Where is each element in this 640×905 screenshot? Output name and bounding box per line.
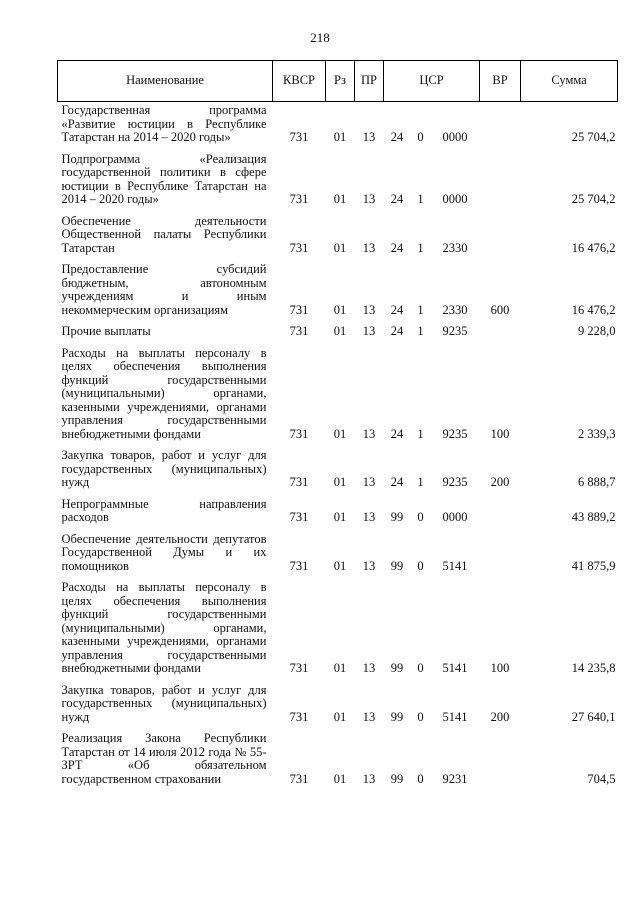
row-vr: 100 xyxy=(490,426,510,441)
row-pr: 13 xyxy=(362,302,376,317)
row-vr xyxy=(480,492,521,527)
row-sum: 41 875,9 xyxy=(571,558,616,573)
row-sum: 6 888,7 xyxy=(578,475,616,489)
row-csr-code: 5141 xyxy=(442,709,468,724)
row-pr: 13 xyxy=(362,192,376,206)
row-csr-code: 9235 xyxy=(442,426,468,441)
row-name: Прочие выплаты xyxy=(61,324,151,338)
row-sum: 16 476,2 xyxy=(571,240,616,255)
row-pr: 13 xyxy=(362,475,376,489)
row-name: Реализация Закона Республики Татарстан от 14 июля 2012 года № 55-ЗРТ «Об обязательном государственном страховании xyxy=(61,731,267,786)
row-pr: 13 xyxy=(362,240,376,255)
row-csr-subprogram: 1 xyxy=(417,240,424,255)
row-name: Подпрограмма «Реализация государственной политики в сфере юстиции в Республике Татарстан на 2014 – 2020 годы» xyxy=(61,151,267,206)
table-row xyxy=(58,443,618,492)
row-csr-code: 0000 xyxy=(442,192,468,206)
row-csr-program: 99 xyxy=(390,771,404,786)
table-header-row xyxy=(58,61,618,102)
row-csr-code: 9235 xyxy=(442,475,468,489)
row-csr-program: 99 xyxy=(390,510,404,524)
table-row xyxy=(58,492,618,527)
row-kvsr: 731 xyxy=(289,771,309,786)
table-row xyxy=(58,341,618,444)
row-vr: 200 xyxy=(490,709,510,724)
row-kvsr: 731 xyxy=(289,661,309,675)
row-csr-program: 99 xyxy=(390,709,404,724)
header-pr: ПР xyxy=(355,61,384,102)
row-sum: 43 889,2 xyxy=(571,510,616,524)
row-kvsr: 731 xyxy=(289,192,309,206)
row-sum: 16 476,2 xyxy=(571,302,616,317)
row-name: Предоставление субсидий бюджетным, автономным учреждениям и иным некоммерческим организациям xyxy=(61,262,267,317)
row-rz: 01 xyxy=(333,771,347,786)
row-kvsr: 731 xyxy=(289,510,309,524)
row-name: Закупка товаров, работ и услуг для государственных (муниципальных) нужд xyxy=(61,448,267,489)
row-sum: 27 640,1 xyxy=(571,709,616,724)
row-kvsr: 731 xyxy=(289,324,309,338)
header-csr: ЦСР xyxy=(384,61,480,102)
row-csr-program: 24 xyxy=(390,324,404,338)
row-csr-program: 99 xyxy=(390,558,404,573)
row-csr-program: 24 xyxy=(390,475,404,489)
row-csr-subprogram: 1 xyxy=(417,192,424,206)
table-row xyxy=(58,102,618,147)
row-csr-subprogram: 0 xyxy=(417,771,424,786)
row-sum: 25 704,2 xyxy=(571,192,616,206)
row-pr: 13 xyxy=(362,510,376,524)
row-csr-code: 5141 xyxy=(442,558,468,573)
row-kvsr: 731 xyxy=(289,475,309,489)
row-csr-code: 0000 xyxy=(442,510,468,524)
row-vr xyxy=(480,527,521,576)
budget-table xyxy=(57,60,618,788)
row-kvsr: 731 xyxy=(289,302,309,317)
row-sum: 9 228,0 xyxy=(578,324,616,338)
row-pr: 13 xyxy=(362,324,376,338)
row-name: Обеспечение деятельности депутатов Государственной Думы и их помощников xyxy=(61,531,267,573)
row-csr-subprogram: 0 xyxy=(417,510,424,524)
row-vr: 200 xyxy=(490,475,510,489)
row-csr-subprogram: 1 xyxy=(417,324,424,338)
header-sum: Сумма xyxy=(521,61,618,102)
row-vr: 600 xyxy=(490,302,510,317)
table-row xyxy=(58,319,618,341)
row-csr-code: 5141 xyxy=(442,661,468,675)
table-row xyxy=(58,527,618,576)
row-csr-program: 99 xyxy=(390,661,404,675)
row-sum: 704,5 xyxy=(587,771,616,786)
row-rz: 01 xyxy=(333,510,347,524)
row-rz: 01 xyxy=(333,302,347,317)
row-vr xyxy=(480,147,521,209)
row-csr-subprogram: 0 xyxy=(417,661,424,675)
row-kvsr: 731 xyxy=(289,558,309,573)
row-rz: 01 xyxy=(333,426,347,441)
table-row xyxy=(58,678,618,727)
row-pr: 13 xyxy=(362,709,376,724)
row-csr-program: 24 xyxy=(390,302,404,317)
table-row xyxy=(58,726,618,788)
row-sum: 14 235,8 xyxy=(571,661,616,675)
row-vr xyxy=(480,319,521,341)
page-number: 218 xyxy=(310,30,330,45)
row-csr-subprogram: 0 xyxy=(417,130,424,144)
row-csr-subprogram: 1 xyxy=(417,426,424,441)
row-kvsr: 731 xyxy=(289,240,309,255)
row-pr: 13 xyxy=(362,661,376,675)
row-rz: 01 xyxy=(333,130,347,144)
row-rz: 01 xyxy=(333,324,347,338)
table-row xyxy=(58,257,618,319)
row-csr-code: 2330 xyxy=(442,302,468,317)
header-rz: Рз xyxy=(326,61,355,102)
row-kvsr: 731 xyxy=(289,426,309,441)
row-csr-code: 2330 xyxy=(442,240,468,255)
row-rz: 01 xyxy=(333,475,347,489)
row-csr-subprogram: 0 xyxy=(417,709,424,724)
row-sum: 25 704,2 xyxy=(571,130,616,144)
row-vr xyxy=(480,726,521,788)
row-kvsr: 731 xyxy=(289,130,309,144)
row-pr: 13 xyxy=(362,426,376,441)
row-vr: 100 xyxy=(490,661,510,675)
row-csr-subprogram: 0 xyxy=(417,558,424,573)
row-csr-program: 24 xyxy=(390,130,404,144)
row-kvsr: 731 xyxy=(289,709,309,724)
header-kvsr: КВСР xyxy=(273,61,326,102)
row-vr xyxy=(480,209,521,258)
row-rz: 01 xyxy=(333,558,347,573)
row-csr-subprogram: 1 xyxy=(417,475,424,489)
row-sum: 2 339,3 xyxy=(578,426,616,441)
row-csr-program: 24 xyxy=(390,426,404,441)
row-pr: 13 xyxy=(362,130,376,144)
header-name: Наименование xyxy=(58,61,273,102)
row-rz: 01 xyxy=(333,240,347,255)
row-csr-subprogram: 1 xyxy=(417,302,424,317)
row-csr-code: 9231 xyxy=(442,771,468,786)
row-name: Расходы на выплаты персоналу в целях обеспечения выполнения функций государственными (муниципальными) органами, казенными учреждениями, органами управления государственными внебюджетными фондами xyxy=(61,580,267,675)
row-name: Закупка товаров, работ и услуг для государственных (муниципальных) нужд xyxy=(61,682,267,724)
table-row xyxy=(58,209,618,258)
row-name: Обеспечение деятельности Общественной палаты Республики Татарстан xyxy=(61,213,267,255)
row-vr xyxy=(480,102,521,147)
row-csr-program: 24 xyxy=(390,192,404,206)
table-row xyxy=(58,147,618,209)
row-csr-code: 9235 xyxy=(442,324,468,338)
row-name: Государственная программа «Развитие юстиции в Республике Татарстан на 2014 – 2020 годы» xyxy=(61,103,267,144)
row-rz: 01 xyxy=(333,192,347,206)
row-name: Непрограммные направления расходов xyxy=(61,496,267,524)
row-csr-program: 24 xyxy=(390,240,404,255)
row-rz: 01 xyxy=(333,661,347,675)
row-pr: 13 xyxy=(362,558,376,573)
table-row xyxy=(58,575,618,678)
row-name: Расходы на выплаты персоналу в целях обеспечения выполнения функций государственными (муниципальными) органами, казенными учреждениями, органами управления государственными внебюджетными фондами xyxy=(61,345,267,441)
row-pr: 13 xyxy=(362,771,376,786)
row-rz: 01 xyxy=(333,709,347,724)
row-csr-code: 0000 xyxy=(442,130,468,144)
header-vr: ВР xyxy=(480,61,521,102)
